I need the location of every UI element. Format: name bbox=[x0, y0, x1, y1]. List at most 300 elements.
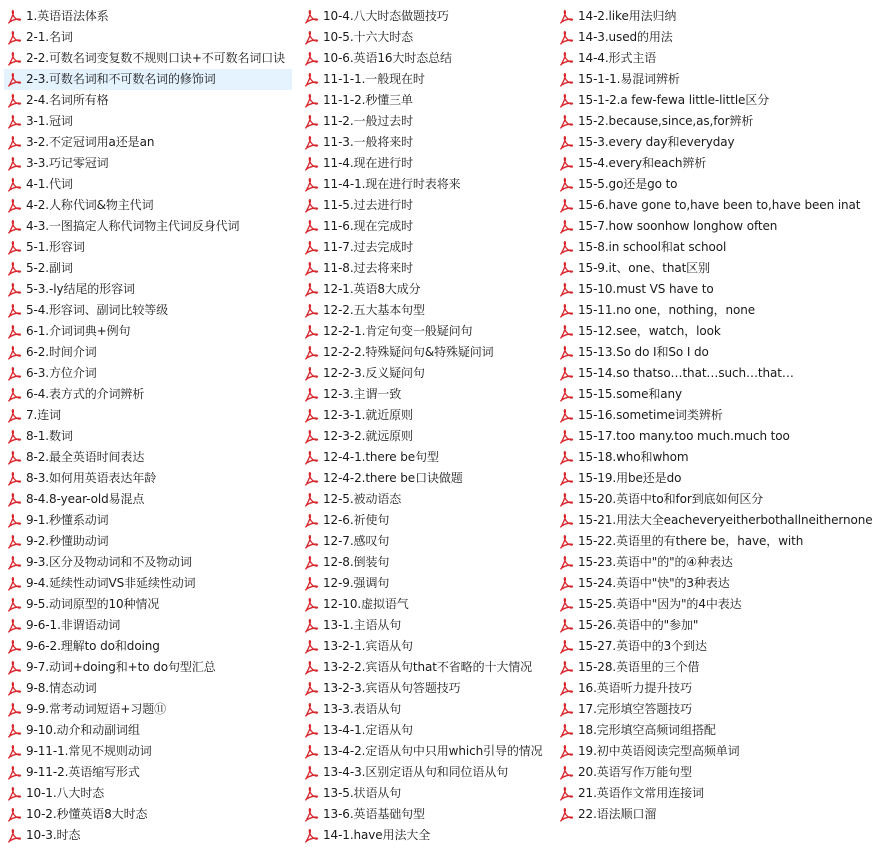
pdf-file-icon bbox=[558, 408, 574, 424]
file-item[interactable] bbox=[301, 90, 551, 111]
file-item[interactable] bbox=[4, 447, 292, 468]
file-item[interactable] bbox=[556, 300, 880, 321]
file-name: 14-1.have用法大全 bbox=[323, 828, 431, 842]
file-name: 12-4-2.there be口诀做题 bbox=[323, 471, 463, 485]
file-item[interactable] bbox=[4, 405, 292, 426]
file-name: 11-6.现在完成时 bbox=[323, 219, 414, 233]
file-item[interactable] bbox=[4, 804, 292, 825]
file-item[interactable] bbox=[301, 594, 551, 615]
file-name: 15-11.no one，nothing，none bbox=[578, 303, 756, 317]
file-item[interactable] bbox=[4, 216, 292, 237]
file-item[interactable] bbox=[301, 804, 551, 825]
file-name: 9-11-1.常见不规则动词 bbox=[26, 744, 152, 758]
file-name: 15-7.how soonhow longhow often bbox=[578, 219, 778, 233]
pdf-file-icon bbox=[6, 597, 22, 613]
file-name: 12-3.主谓一致 bbox=[323, 387, 402, 401]
pdf-file-icon bbox=[558, 723, 574, 739]
file-item[interactable] bbox=[301, 363, 551, 384]
pdf-file-icon bbox=[303, 408, 319, 424]
file-item[interactable] bbox=[301, 783, 551, 804]
file-item[interactable] bbox=[556, 195, 880, 216]
pdf-file-icon bbox=[303, 345, 319, 361]
file-item[interactable] bbox=[301, 69, 551, 90]
pdf-file-icon bbox=[558, 471, 574, 487]
pdf-file-icon bbox=[6, 282, 22, 298]
pdf-file-icon bbox=[303, 177, 319, 193]
file-name: 15-10.must VS have to bbox=[578, 282, 714, 296]
pdf-file-icon bbox=[303, 72, 319, 88]
file-item[interactable] bbox=[4, 69, 292, 90]
file-name: 13-4-1.定语从句 bbox=[323, 723, 413, 737]
file-name: 7.连词 bbox=[26, 408, 62, 422]
pdf-file-icon bbox=[558, 639, 574, 655]
file-name: 1.英语语法体系 bbox=[26, 9, 109, 23]
file-item[interactable] bbox=[301, 111, 551, 132]
file-item[interactable] bbox=[301, 636, 551, 657]
file-name: 11-8.过去将来时 bbox=[323, 261, 414, 275]
file-item[interactable] bbox=[4, 195, 292, 216]
pdf-file-icon bbox=[558, 114, 574, 130]
file-name: 21.英语作文常用连接词 bbox=[578, 786, 704, 800]
pdf-file-icon bbox=[558, 135, 574, 151]
file-name: 12-2-3.反义疑问句 bbox=[323, 366, 425, 380]
pdf-file-icon bbox=[6, 345, 22, 361]
file-item[interactable] bbox=[301, 279, 551, 300]
pdf-file-icon bbox=[303, 450, 319, 466]
file-name: 5-3.-ly结尾的形容词 bbox=[26, 282, 135, 296]
file-name: 18.完形填空高频词组搭配 bbox=[578, 723, 716, 737]
pdf-file-icon bbox=[558, 681, 574, 697]
file-name: 9-4.延续性动词VS非延续性动词 bbox=[26, 576, 196, 590]
file-item[interactable] bbox=[301, 699, 551, 720]
pdf-file-icon bbox=[6, 261, 22, 277]
file-name: 11-3.一般将来时 bbox=[323, 135, 414, 149]
pdf-file-icon bbox=[6, 786, 22, 802]
file-name: 8-4.8-year-old易混点 bbox=[26, 492, 145, 506]
file-item[interactable] bbox=[301, 531, 551, 552]
file-name: 8-1.数词 bbox=[26, 429, 73, 443]
pdf-file-icon bbox=[6, 765, 22, 781]
pdf-file-icon bbox=[303, 492, 319, 508]
file-item[interactable] bbox=[556, 384, 880, 405]
file-item[interactable] bbox=[301, 174, 551, 195]
file-item[interactable] bbox=[556, 615, 880, 636]
file-item[interactable] bbox=[301, 48, 551, 69]
file-item[interactable] bbox=[556, 342, 880, 363]
file-name: 15-26.英语中的"参加" bbox=[578, 618, 699, 632]
pdf-file-icon bbox=[558, 429, 574, 445]
file-item[interactable] bbox=[301, 6, 551, 27]
file-name: 15-14.so thatso…that…such…that… bbox=[578, 366, 794, 380]
file-item[interactable] bbox=[301, 510, 551, 531]
file-item[interactable] bbox=[556, 678, 880, 699]
file-name: 9-1.秒懂系动词 bbox=[26, 513, 109, 527]
file-name: 15-21.用法大全eacheveryeitherbothallneithernone bbox=[578, 513, 873, 527]
file-name: 5-4.形容词、副词比较等级 bbox=[26, 303, 169, 317]
file-item[interactable] bbox=[4, 552, 292, 573]
file-item[interactable] bbox=[4, 6, 292, 27]
file-item[interactable] bbox=[4, 699, 292, 720]
file-name: 6-1.介词词典+例句 bbox=[26, 324, 131, 338]
file-name: 15-12.see，watch，look bbox=[578, 324, 721, 338]
file-item[interactable] bbox=[4, 90, 292, 111]
file-name: 13-2-1.宾语从句 bbox=[323, 639, 413, 653]
file-item[interactable] bbox=[556, 447, 880, 468]
pdf-file-icon bbox=[6, 828, 22, 844]
file-item[interactable] bbox=[301, 153, 551, 174]
file-name: 15-6.have gone to,have been to,have been inat bbox=[578, 198, 861, 212]
file-name: 3-1.冠词 bbox=[26, 114, 73, 128]
file-item[interactable] bbox=[556, 6, 880, 27]
file-item[interactable] bbox=[556, 531, 880, 552]
file-item[interactable] bbox=[301, 762, 551, 783]
file-name: 13-4-3.区别定语从句和同位语从句 bbox=[323, 765, 509, 779]
file-item[interactable] bbox=[301, 489, 551, 510]
file-name: 15-9.it、one、that区别 bbox=[578, 261, 710, 275]
pdf-file-icon bbox=[303, 114, 319, 130]
pdf-file-icon bbox=[558, 177, 574, 193]
file-item[interactable] bbox=[301, 573, 551, 594]
file-item[interactable] bbox=[4, 321, 292, 342]
file-name: 8-2.最全英语时间表达 bbox=[26, 450, 145, 464]
file-name: 12-3-2.就远原则 bbox=[323, 429, 413, 443]
file-name: 10-4.八大时态做题技巧 bbox=[323, 9, 449, 23]
pdf-file-icon bbox=[303, 261, 319, 277]
file-item[interactable] bbox=[4, 510, 292, 531]
file-item[interactable] bbox=[301, 384, 551, 405]
file-item[interactable] bbox=[556, 363, 880, 384]
file-name: 4-2.人称代词&物主代词 bbox=[26, 198, 154, 212]
file-name: 12-3-1.就近原则 bbox=[323, 408, 413, 422]
pdf-file-icon bbox=[6, 9, 22, 25]
pdf-file-icon bbox=[558, 366, 574, 382]
file-item[interactable] bbox=[4, 27, 292, 48]
file-item[interactable] bbox=[301, 552, 551, 573]
file-item[interactable] bbox=[301, 216, 551, 237]
file-item[interactable] bbox=[301, 468, 551, 489]
file-name: 13-2-3.宾语从句答题技巧 bbox=[323, 681, 461, 695]
file-item[interactable] bbox=[301, 195, 551, 216]
pdf-file-icon bbox=[303, 51, 319, 67]
file-item[interactable] bbox=[556, 69, 880, 90]
file-name: 6-3.方位介词 bbox=[26, 366, 97, 380]
pdf-file-icon bbox=[303, 807, 319, 823]
file-item[interactable] bbox=[301, 657, 551, 678]
pdf-file-icon bbox=[6, 324, 22, 340]
pdf-file-icon bbox=[558, 660, 574, 676]
pdf-file-icon bbox=[303, 471, 319, 487]
pdf-file-icon bbox=[303, 660, 319, 676]
pdf-file-icon bbox=[558, 198, 574, 214]
pdf-file-icon bbox=[303, 366, 319, 382]
pdf-file-icon bbox=[6, 681, 22, 697]
pdf-file-icon bbox=[6, 513, 22, 529]
file-column-1 bbox=[4, 6, 292, 846]
file-item[interactable] bbox=[301, 258, 551, 279]
pdf-file-icon bbox=[558, 450, 574, 466]
file-name: 11-4.现在进行时 bbox=[323, 156, 414, 170]
pdf-file-icon bbox=[558, 807, 574, 823]
file-item[interactable] bbox=[556, 111, 880, 132]
pdf-file-icon bbox=[303, 93, 319, 109]
pdf-file-icon bbox=[303, 219, 319, 235]
pdf-file-icon bbox=[558, 282, 574, 298]
file-item[interactable] bbox=[556, 321, 880, 342]
file-item[interactable] bbox=[301, 678, 551, 699]
pdf-file-icon bbox=[6, 387, 22, 403]
file-item[interactable] bbox=[4, 174, 292, 195]
pdf-file-icon bbox=[6, 303, 22, 319]
file-item[interactable] bbox=[556, 426, 880, 447]
file-name: 19.初中英语阅读完型高频单词 bbox=[578, 744, 740, 758]
file-name: 3-3.巧记零冠词 bbox=[26, 156, 109, 170]
file-item[interactable] bbox=[301, 300, 551, 321]
pdf-file-icon bbox=[558, 513, 574, 529]
file-item[interactable] bbox=[4, 573, 292, 594]
file-item[interactable] bbox=[301, 321, 551, 342]
file-name: 2-3.可数名词和不可数名词的修饰词 bbox=[26, 72, 216, 86]
file-name: 12-5.被动语态 bbox=[323, 492, 402, 506]
pdf-file-icon bbox=[558, 303, 574, 319]
file-name: 13-2-2.宾语从句that不省略的十大情况 bbox=[323, 660, 533, 674]
file-item[interactable] bbox=[556, 90, 880, 111]
pdf-file-icon bbox=[558, 72, 574, 88]
file-column-3 bbox=[556, 6, 880, 825]
pdf-file-icon bbox=[6, 744, 22, 760]
file-name: 13-1.主语从句 bbox=[323, 618, 402, 632]
pdf-file-icon bbox=[6, 93, 22, 109]
pdf-file-icon bbox=[558, 156, 574, 172]
pdf-file-icon bbox=[6, 72, 22, 88]
file-name: 13-6.英语基础句型 bbox=[323, 807, 425, 821]
pdf-file-icon bbox=[6, 492, 22, 508]
pdf-file-icon bbox=[303, 156, 319, 172]
pdf-file-icon bbox=[6, 450, 22, 466]
file-item[interactable] bbox=[4, 636, 292, 657]
pdf-file-icon bbox=[558, 555, 574, 571]
file-item[interactable] bbox=[556, 804, 880, 825]
pdf-file-icon bbox=[558, 765, 574, 781]
file-item[interactable] bbox=[4, 132, 292, 153]
file-column-2 bbox=[301, 6, 551, 846]
file-item[interactable] bbox=[4, 531, 292, 552]
file-name: 15-15.some和any bbox=[578, 387, 683, 401]
pdf-file-icon bbox=[303, 828, 319, 844]
file-item[interactable] bbox=[4, 825, 292, 846]
file-name: 15-22.英语里的有there be，have，with bbox=[578, 534, 804, 548]
file-item[interactable] bbox=[4, 342, 292, 363]
file-item[interactable] bbox=[301, 27, 551, 48]
file-item[interactable] bbox=[556, 258, 880, 279]
file-item[interactable] bbox=[4, 279, 292, 300]
file-name: 13-5.状语从句 bbox=[323, 786, 402, 800]
pdf-file-icon bbox=[303, 597, 319, 613]
file-item[interactable] bbox=[556, 48, 880, 69]
pdf-file-icon bbox=[558, 51, 574, 67]
file-name: 15-17.too many.too much.much too bbox=[578, 429, 790, 443]
file-name: 12-2-1.肯定句变一般疑问句 bbox=[323, 324, 473, 338]
pdf-file-icon bbox=[6, 408, 22, 424]
file-item[interactable] bbox=[556, 741, 880, 762]
file-name: 22.语法顺口溜 bbox=[578, 807, 657, 821]
file-item[interactable] bbox=[4, 657, 292, 678]
file-item[interactable] bbox=[556, 573, 880, 594]
file-item[interactable] bbox=[301, 741, 551, 762]
file-name: 15-4.every和each辨析 bbox=[578, 156, 707, 170]
file-item[interactable] bbox=[301, 426, 551, 447]
pdf-file-icon bbox=[558, 534, 574, 550]
file-name: 2-4.名词所有格 bbox=[26, 93, 109, 107]
file-item[interactable] bbox=[4, 258, 292, 279]
file-item[interactable] bbox=[301, 237, 551, 258]
file-name: 15-5.go还是go to bbox=[578, 177, 678, 191]
pdf-file-icon bbox=[303, 240, 319, 256]
pdf-file-icon bbox=[303, 555, 319, 571]
file-name: 5-2.副词 bbox=[26, 261, 73, 275]
file-name: 10-2.秒懂英语8大时态 bbox=[26, 807, 148, 821]
file-name: 4-3.一图搞定人称代词物主代词反身代词 bbox=[26, 219, 240, 233]
pdf-file-icon bbox=[303, 30, 319, 46]
file-item[interactable] bbox=[556, 783, 880, 804]
file-name: 15-16.sometime词类辨析 bbox=[578, 408, 723, 422]
file-item[interactable] bbox=[4, 111, 292, 132]
file-item[interactable] bbox=[4, 678, 292, 699]
file-item[interactable] bbox=[556, 27, 880, 48]
pdf-file-icon bbox=[6, 702, 22, 718]
file-name: 15-25.英语中"因为"的4中表达 bbox=[578, 597, 742, 611]
file-item[interactable] bbox=[301, 447, 551, 468]
pdf-file-icon bbox=[303, 702, 319, 718]
file-name: 10-6.英语16大时态总结 bbox=[323, 51, 452, 65]
file-item[interactable] bbox=[4, 48, 292, 69]
file-item[interactable] bbox=[301, 615, 551, 636]
pdf-file-icon bbox=[558, 597, 574, 613]
file-item[interactable] bbox=[4, 615, 292, 636]
file-item[interactable] bbox=[4, 783, 292, 804]
file-item[interactable] bbox=[4, 363, 292, 384]
file-item[interactable] bbox=[301, 132, 551, 153]
file-item[interactable] bbox=[556, 699, 880, 720]
file-item[interactable] bbox=[556, 552, 880, 573]
file-name: 14-2.like用法归纳 bbox=[578, 9, 677, 23]
file-name: 15-8.in school和at school bbox=[578, 240, 727, 254]
file-item[interactable] bbox=[4, 384, 292, 405]
file-name: 9-3.区分及物动词和不及物动词 bbox=[26, 555, 192, 569]
file-item[interactable] bbox=[4, 741, 292, 762]
pdf-file-icon bbox=[6, 555, 22, 571]
file-name: 12-1.英语8大成分 bbox=[323, 282, 421, 296]
file-item[interactable] bbox=[556, 237, 880, 258]
pdf-file-icon bbox=[303, 576, 319, 592]
file-item[interactable] bbox=[4, 426, 292, 447]
pdf-file-icon bbox=[303, 324, 319, 340]
file-name: 10-1.八大时态 bbox=[26, 786, 105, 800]
pdf-file-icon bbox=[558, 9, 574, 25]
file-name: 11-1-1.一般现在时 bbox=[323, 72, 425, 86]
file-name: 15-1-1.易混词辨析 bbox=[578, 72, 680, 86]
file-item[interactable] bbox=[4, 489, 292, 510]
file-item[interactable] bbox=[4, 237, 292, 258]
file-name: 9-5.动词原型的10种情况 bbox=[26, 597, 160, 611]
file-name: 9-6-1.非谓语动词 bbox=[26, 618, 121, 632]
file-name: 12-7.感叹句 bbox=[323, 534, 390, 548]
file-item[interactable] bbox=[4, 720, 292, 741]
file-item[interactable] bbox=[556, 489, 880, 510]
pdf-file-icon bbox=[6, 198, 22, 214]
file-item[interactable] bbox=[301, 405, 551, 426]
file-name: 15-27.英语中的3个到达 bbox=[578, 639, 707, 653]
file-name: 12-10.虚拟语气 bbox=[323, 597, 409, 611]
pdf-file-icon bbox=[6, 366, 22, 382]
pdf-file-icon bbox=[303, 681, 319, 697]
pdf-file-icon bbox=[558, 618, 574, 634]
pdf-file-icon bbox=[558, 786, 574, 802]
file-name: 9-9.常考动词短语+习题⑪ bbox=[26, 702, 167, 716]
file-name: 5-1.形容词 bbox=[26, 240, 85, 254]
file-item[interactable] bbox=[556, 279, 880, 300]
file-item[interactable] bbox=[4, 468, 292, 489]
file-item[interactable] bbox=[556, 468, 880, 489]
file-name: 6-4.表方式的介词辨析 bbox=[26, 387, 145, 401]
pdf-file-icon bbox=[303, 198, 319, 214]
pdf-file-icon bbox=[303, 303, 319, 319]
file-item[interactable] bbox=[4, 300, 292, 321]
file-name: 2-2.可数名词变复数不规则口诀+不可数名词口诀 bbox=[26, 51, 286, 65]
file-item[interactable] bbox=[4, 762, 292, 783]
pdf-file-icon bbox=[6, 114, 22, 130]
file-name: 14-4.形式主语 bbox=[578, 51, 657, 65]
file-item[interactable] bbox=[301, 342, 551, 363]
pdf-file-icon bbox=[303, 786, 319, 802]
file-item[interactable] bbox=[301, 825, 551, 846]
file-item[interactable] bbox=[556, 720, 880, 741]
file-name: 12-2.五大基本句型 bbox=[323, 303, 425, 317]
file-name: 3-2.不定冠词用a还是an bbox=[26, 135, 155, 149]
pdf-file-icon bbox=[558, 345, 574, 361]
file-item[interactable] bbox=[556, 405, 880, 426]
pdf-file-icon bbox=[558, 324, 574, 340]
file-name: 15-24.英语中"快"的3种表达 bbox=[578, 576, 730, 590]
file-item[interactable] bbox=[556, 657, 880, 678]
file-name: 15-23.英语中"的"的④种表达 bbox=[578, 555, 733, 569]
pdf-file-icon bbox=[6, 177, 22, 193]
file-item[interactable] bbox=[301, 720, 551, 741]
file-name: 15-18.who和whom bbox=[578, 450, 689, 464]
file-name: 9-7.动词+doing和+to do句型汇总 bbox=[26, 660, 216, 674]
file-item[interactable] bbox=[4, 153, 292, 174]
pdf-file-icon bbox=[558, 702, 574, 718]
pdf-file-icon bbox=[303, 534, 319, 550]
pdf-file-icon bbox=[6, 240, 22, 256]
file-item[interactable] bbox=[556, 153, 880, 174]
file-name: 9-10.动介和动副词组 bbox=[26, 723, 140, 737]
file-item[interactable] bbox=[556, 510, 880, 531]
file-name: 11-4-1.现在进行时表将来 bbox=[323, 177, 461, 191]
file-name: 13-3.表语从句 bbox=[323, 702, 402, 716]
pdf-file-icon bbox=[558, 492, 574, 508]
file-item[interactable] bbox=[556, 762, 880, 783]
file-item[interactable] bbox=[556, 132, 880, 153]
file-item[interactable] bbox=[556, 594, 880, 615]
file-item[interactable] bbox=[556, 216, 880, 237]
file-name: 11-1-2.秒懂三单 bbox=[323, 93, 413, 107]
file-name: 12-8.倒装句 bbox=[323, 555, 390, 569]
pdf-file-icon bbox=[6, 660, 22, 676]
file-item[interactable] bbox=[4, 594, 292, 615]
file-item[interactable] bbox=[556, 174, 880, 195]
file-name: 15-2.because,since,as,for辨析 bbox=[578, 114, 754, 128]
file-item[interactable] bbox=[556, 636, 880, 657]
